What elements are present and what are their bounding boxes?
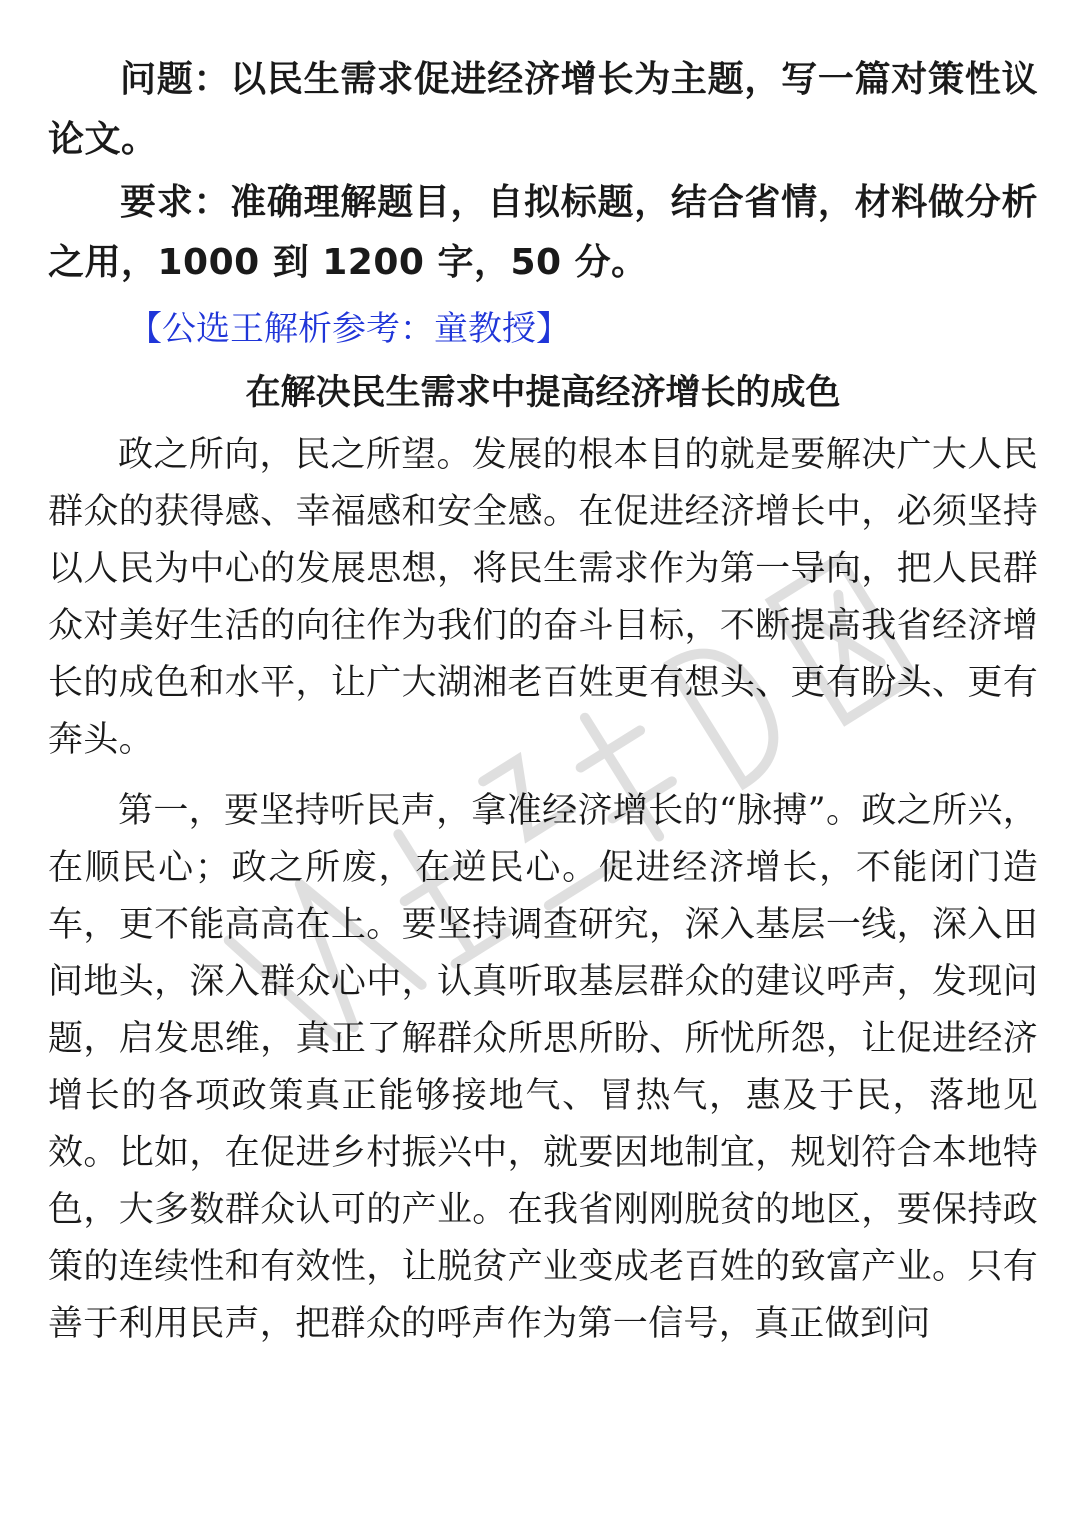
reference-label: 【公选王解析参考：童教授】 [128,309,570,349]
essay-paragraph-first-point: 第一，要坚持听民声，拿准经济增长的“脉搏”。政之所兴，在顺民心；政之所废，在逆民心。促进经济增长，不能闭门造车，更不能高高在上。要坚持调查研究，深入基层一线，深入田间地头，深入群众心中，认真听取基层群众的建议呼声，发现问题，启发思维，真正了解群众所思所盼、所忧所怨，让促进经济增长的各项政策真正能够接地气、冒热气，惠及于民，落地见效。比如，在促进乡村振兴中，就要因地制宜，规划符合本地特色，大多数群众认可的产业。在我省刚刚脱贫的地区，要保持政策的连续性和有效性，让脱贫产业变成老百姓的致富产业。只有善于利用民声，把群众的呼声作为第一信号，真正做到问 [48,791,1038,1344]
document-page [48,50,1038,1367]
essay-paragraph-intro: 政之所向，民之所望。发展的根本目的就是要解决广大人民群众的获得感、幸福感和安全感。在促进经济增长中，必须坚持以人民为中心的发展思想，将民生需求作为第一导向，把人民群众对美好生活的向往作为我们的奋斗目标，不断提高我省经济增长的成色和水平，让广大湖湘老百姓更有想头、更有盼头、更有奔头。 [48,435,1038,760]
requirements-text: 要求：准确理解题目，自拟标题，结合省情，材料做分析之用，1000 到 1200 字，50 分。 [48,182,1038,283]
essay-title: 在解决民生需求中提高经济增长的成色 [245,373,841,413]
question-text: 问题：以民生需求促进经济增长为主题，写一篇对策性议论文。 [48,59,1038,160]
